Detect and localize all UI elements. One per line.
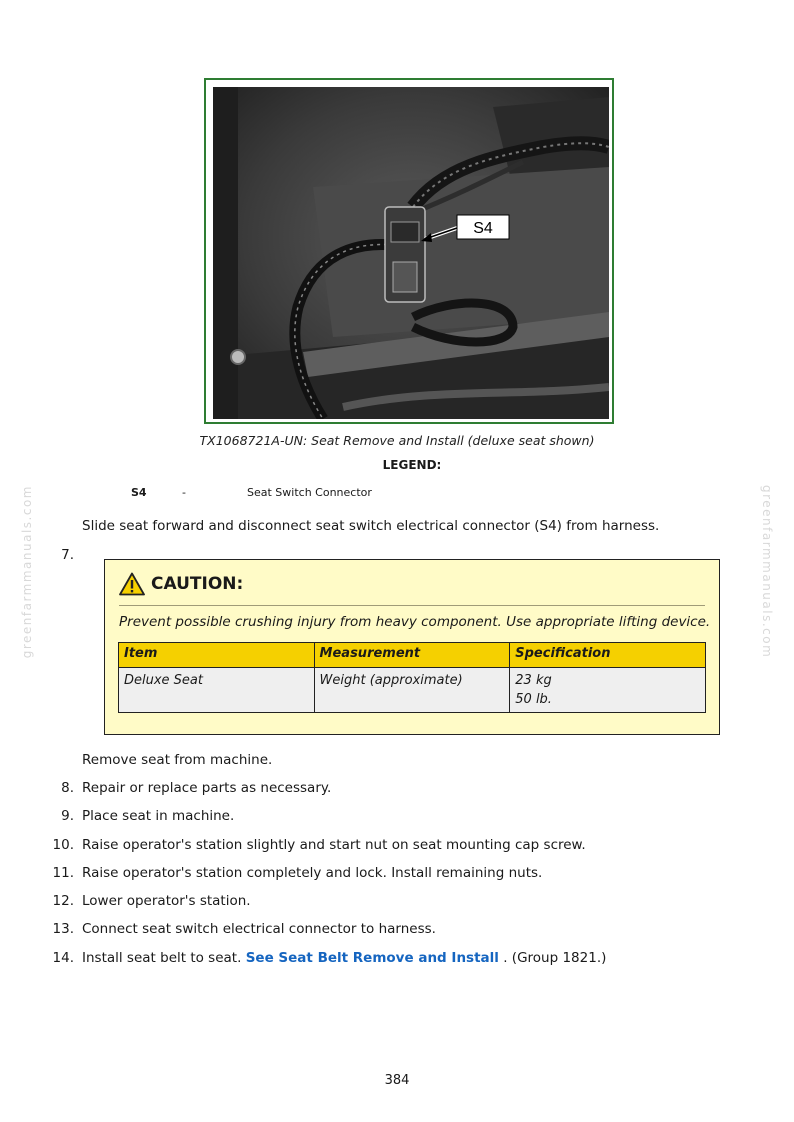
- caution-heading: [119, 572, 243, 596]
- caution-title: CAUTION:: [151, 574, 244, 594]
- step-number-7: 7.: [61, 547, 74, 563]
- cell-measurement: Weight (approximate): [314, 668, 510, 713]
- step-text-8: Repair or replace parts as necessary.: [82, 780, 332, 796]
- step-text-10: Raise operator's station slightly and start nut on seat mounting cap screw.: [82, 837, 586, 853]
- figure-photo: [204, 78, 614, 424]
- spec-table: [118, 642, 706, 713]
- step-number-13: 13.: [52, 921, 74, 937]
- caution-text: Prevent possible crushing injury from heavy component. Use appropriate lifting device.: [119, 614, 711, 630]
- column-header-specification: Specification: [510, 643, 706, 668]
- page-number: 384: [384, 1073, 410, 1088]
- watermark-left: greenfarmmanuals.com: [20, 485, 34, 659]
- warning-icon: [119, 572, 145, 596]
- column-header-item: Item: [119, 643, 315, 668]
- spec-metric: 23 kg: [515, 673, 552, 688]
- spec-table-header: [119, 643, 706, 668]
- seat-belt-link[interactable]: See Seat Belt Remove and Install: [245, 950, 499, 966]
- callout-label-s4: S4: [473, 220, 493, 237]
- step-text-14: [82, 950, 606, 966]
- watermark-right: greenfarmmanuals.com: [760, 485, 774, 659]
- cell-specification: [510, 668, 706, 713]
- legend-code: S4: [131, 486, 147, 499]
- step-number-8: 8.: [61, 780, 74, 796]
- legend-description: Seat Switch Connector: [247, 486, 372, 499]
- figure-caption: TX1068721A-UN: Seat Remove and Install (deluxe seat shown): [199, 433, 595, 448]
- table-row: [119, 668, 706, 713]
- step-number-9: 9.: [61, 808, 74, 824]
- caution-box: [104, 559, 720, 735]
- intro-step-text: Slide seat forward and disconnect seat switch electrical connector (S4) from harness.: [82, 518, 660, 534]
- step-number-12: 12.: [52, 893, 74, 909]
- step-number-11: 11.: [52, 865, 74, 881]
- column-header-measurement: Measurement: [314, 643, 510, 668]
- caution-divider: [119, 605, 705, 606]
- step-number-14: 14.: [52, 950, 74, 966]
- seat-switch-photo: [213, 87, 609, 419]
- spec-imperial: 50 lb.: [515, 692, 552, 707]
- cell-item: Deluxe Seat: [119, 668, 315, 713]
- step-text-9: Place seat in machine.: [82, 808, 235, 824]
- step14-text-after: . (Group 1821.): [503, 950, 607, 966]
- step-text-11: Raise operator's station completely and lock. Install remaining nuts.: [82, 865, 543, 881]
- step7-after-text: Remove seat from machine.: [82, 752, 273, 768]
- step-text-12: Lower operator's station.: [82, 893, 251, 909]
- legend-dash: -: [182, 486, 186, 499]
- legend-title: LEGEND:: [382, 458, 442, 472]
- step-text-13: Connect seat switch electrical connector to harness.: [82, 921, 436, 937]
- step-number-10: 10.: [52, 837, 74, 853]
- step14-text-before: Install seat belt to seat.: [82, 950, 242, 966]
